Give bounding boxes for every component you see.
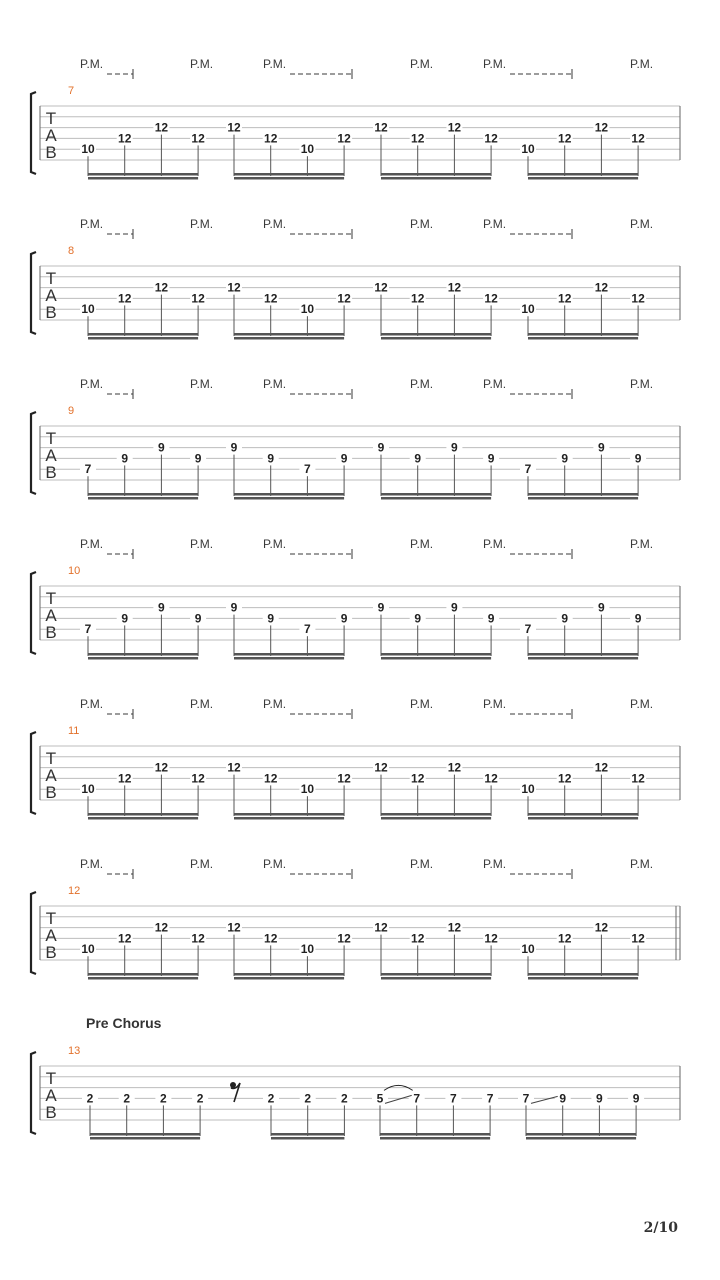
tab-clef-letter: T	[45, 749, 57, 768]
beam	[528, 653, 638, 656]
tab-clef-letter: T	[45, 589, 57, 608]
tab-clef-letter: A	[45, 126, 57, 145]
palm-mute-label: P.M.	[190, 537, 214, 551]
beam	[88, 337, 198, 340]
fret-number: 12	[191, 771, 205, 786]
fret-number: 12	[337, 131, 351, 146]
palm-mute-label: P.M.	[630, 857, 654, 871]
fret-number: 12	[447, 760, 462, 775]
fret-number: 7	[524, 622, 532, 637]
beam	[88, 493, 198, 496]
fret-number: 12	[594, 920, 609, 935]
tab-clef-letter: B	[45, 303, 57, 322]
beam	[234, 173, 344, 176]
system-brace	[31, 732, 36, 814]
beam	[381, 173, 491, 176]
beam	[381, 333, 491, 336]
tab-clef-letter: T	[45, 269, 57, 288]
tab-clef-letter: A	[45, 926, 57, 945]
fret-number: 12	[191, 131, 205, 146]
measure-number: 13	[68, 1045, 81, 1057]
fret-number: 9	[451, 440, 458, 455]
fret-number: 2	[123, 1091, 131, 1106]
fret-number: 9	[487, 451, 495, 466]
palm-mute-label: P.M.	[190, 857, 214, 871]
fret-number: 9	[634, 451, 642, 466]
fret-number: 9	[121, 611, 129, 626]
page-number: 2/10	[643, 1220, 678, 1236]
palm-mute-label: P.M.	[80, 377, 104, 391]
measure-number: 11	[68, 725, 80, 737]
fret-number: 9	[451, 600, 458, 615]
palm-mute-label: P.M.	[80, 857, 104, 871]
palm-mute-label: P.M.	[190, 697, 214, 711]
fret-number: 2	[86, 1091, 94, 1106]
beam	[380, 1133, 490, 1136]
measure-number: 8	[68, 245, 75, 257]
beam	[90, 1133, 200, 1136]
fret-number: 7	[522, 1091, 530, 1106]
system-brace	[31, 1052, 36, 1134]
fret-number: 9	[267, 451, 275, 466]
fret-number: 12	[558, 931, 572, 946]
palm-mute-label: P.M.	[630, 697, 654, 711]
fret-number: 12	[374, 920, 388, 935]
beam	[88, 173, 198, 176]
fret-number: 2	[160, 1091, 167, 1106]
fret-number: 9	[414, 611, 422, 626]
beam	[234, 813, 344, 816]
tab-clef-letter: B	[45, 783, 57, 802]
palm-mute-label: P.M.	[410, 377, 434, 391]
palm-mute-label: P.M.	[483, 377, 507, 391]
fret-number: 9	[487, 611, 495, 626]
fret-number: 12	[447, 280, 462, 295]
fret-number: 9	[559, 1091, 567, 1106]
fret-number: 12	[411, 291, 425, 306]
beam	[381, 977, 491, 980]
fret-number: 10	[81, 942, 95, 957]
beam	[234, 977, 344, 980]
beam	[234, 817, 344, 820]
fret-number: 10	[300, 942, 315, 957]
fret-number: 12	[594, 760, 609, 775]
beam	[381, 497, 491, 500]
fret-number: 12	[337, 771, 351, 786]
fret-number: 12	[154, 280, 169, 295]
fret-number: 2	[196, 1091, 204, 1106]
fret-number: 12	[411, 131, 425, 146]
beam	[381, 653, 491, 656]
beam	[271, 1133, 344, 1136]
fret-number: 9	[414, 451, 422, 466]
palm-mute-label: P.M.	[630, 217, 654, 231]
beam	[381, 813, 491, 816]
fret-number: 5	[376, 1091, 384, 1106]
fret-number: 12	[264, 931, 278, 946]
beam	[526, 1137, 636, 1140]
fret-number: 12	[594, 280, 609, 295]
beam	[381, 817, 491, 820]
palm-mute-label: P.M.	[263, 537, 287, 551]
beam	[88, 977, 198, 980]
fret-number: 12	[631, 771, 645, 786]
palm-mute-label: P.M.	[80, 217, 104, 231]
fret-number: 9	[596, 1091, 603, 1106]
fret-number: 12	[227, 280, 241, 295]
beam	[528, 333, 638, 336]
fret-number: 10	[521, 782, 535, 797]
tab-clef-letter: B	[45, 943, 57, 962]
fret-number: 10	[81, 142, 95, 157]
fret-number: 12	[118, 291, 132, 306]
beam	[528, 817, 638, 820]
fret-number: 9	[634, 611, 642, 626]
beam	[528, 657, 638, 660]
fret-number: 12	[154, 760, 169, 775]
fret-number: 10	[521, 942, 535, 957]
beam	[528, 977, 638, 980]
fret-number: 7	[486, 1091, 494, 1106]
tab-clef-letter: A	[45, 606, 57, 625]
measure-number: 7	[68, 85, 75, 97]
fret-number: 9	[194, 611, 202, 626]
fret-number: 12	[484, 771, 498, 786]
palm-mute-label: P.M.	[483, 697, 507, 711]
system-brace	[31, 252, 36, 334]
fret-number: 12	[191, 931, 205, 946]
fret-number: 9	[121, 451, 129, 466]
beam	[88, 497, 198, 500]
fret-number: 9	[377, 440, 385, 455]
fret-number: 12	[484, 131, 498, 146]
beam	[88, 177, 198, 180]
fret-number: 12	[154, 920, 169, 935]
fret-number: 12	[374, 120, 388, 135]
section-label: Pre Chorus	[86, 1015, 162, 1031]
palm-mute-label: P.M.	[483, 537, 507, 551]
tab-clef-letter: B	[45, 463, 57, 482]
system-brace	[31, 412, 36, 494]
palm-mute-label: P.M.	[410, 697, 434, 711]
beam	[88, 813, 198, 816]
fret-number: 7	[413, 1091, 421, 1106]
beam	[234, 493, 344, 496]
fret-number: 9	[230, 600, 238, 615]
palm-mute-label: P.M.	[630, 537, 654, 551]
palm-mute-label: P.M.	[483, 857, 507, 871]
fret-number: 12	[264, 291, 278, 306]
fret-number: 12	[484, 291, 498, 306]
tab-clef-letter: A	[45, 766, 57, 785]
palm-mute-label: P.M.	[483, 57, 507, 71]
palm-mute-label: P.M.	[263, 57, 287, 71]
measure-number: 9	[68, 405, 75, 417]
fret-number: 9	[230, 440, 238, 455]
tab-clef-letter: T	[45, 109, 57, 128]
palm-mute-label: P.M.	[263, 377, 287, 391]
fret-number: 12	[118, 931, 132, 946]
beam	[380, 1137, 490, 1140]
fret-number: 9	[561, 451, 569, 466]
palm-mute-label: P.M.	[263, 697, 287, 711]
tab-clef-letter: T	[45, 909, 57, 928]
measure-number: 10	[68, 565, 81, 577]
fret-number: 12	[411, 771, 425, 786]
fret-number: 12	[631, 931, 645, 946]
fret-number: 7	[524, 462, 532, 477]
fret-number: 12	[558, 771, 572, 786]
beam	[381, 177, 491, 180]
fret-number: 12	[191, 291, 205, 306]
palm-mute-label: P.M.	[190, 377, 214, 391]
fret-number: 7	[304, 622, 311, 637]
fret-number: 7	[304, 462, 311, 477]
tab-clef-letter: A	[45, 1086, 57, 1105]
beam	[528, 813, 638, 816]
fret-number: 12	[374, 280, 388, 295]
fret-number: 12	[411, 931, 425, 946]
beam	[234, 973, 344, 976]
tab-clef-letter: A	[45, 446, 57, 465]
fret-number: 7	[84, 622, 92, 637]
fret-number: 12	[484, 931, 498, 946]
palm-mute-label: P.M.	[80, 57, 104, 71]
palm-mute-label: P.M.	[263, 857, 287, 871]
fret-number: 9	[158, 440, 165, 455]
palm-mute-label: P.M.	[263, 217, 287, 231]
fret-number: 10	[521, 302, 535, 317]
palm-mute-label: P.M.	[630, 377, 654, 391]
palm-mute-label: P.M.	[190, 217, 214, 231]
beam	[528, 493, 638, 496]
beam	[234, 177, 344, 180]
palm-mute-label: P.M.	[410, 217, 434, 231]
beam	[234, 653, 344, 656]
fret-number: 10	[81, 302, 95, 317]
system-brace	[31, 92, 36, 174]
fret-number: 9	[598, 600, 605, 615]
beam	[88, 817, 198, 820]
fret-number: 10	[300, 142, 315, 157]
beam	[381, 493, 491, 496]
beam	[381, 657, 491, 660]
beam	[528, 173, 638, 176]
tab-clef-letter: T	[45, 1069, 57, 1088]
fret-number: 9	[267, 611, 275, 626]
beam	[381, 337, 491, 340]
tab-clef-letter: A	[45, 286, 57, 305]
palm-mute-label: P.M.	[410, 857, 434, 871]
fret-number: 12	[264, 771, 278, 786]
fret-number: 12	[227, 920, 241, 935]
fret-number: 2	[341, 1091, 348, 1106]
fret-number: 12	[447, 120, 462, 135]
beam	[528, 177, 638, 180]
fret-number: 12	[447, 920, 462, 935]
fret-number: 10	[521, 142, 535, 157]
fret-number: 12	[594, 120, 609, 135]
fret-number: 12	[227, 760, 241, 775]
fret-number: 12	[374, 760, 388, 775]
fret-number: 7	[84, 462, 92, 477]
beam	[234, 497, 344, 500]
slide-line	[531, 1096, 558, 1103]
fret-number: 9	[377, 600, 385, 615]
fret-number: 10	[81, 782, 95, 797]
fret-number: 12	[118, 131, 132, 146]
fret-number: 9	[340, 451, 348, 466]
beam	[528, 973, 638, 976]
beam	[271, 1137, 344, 1140]
palm-mute-label: P.M.	[410, 57, 434, 71]
beam	[528, 497, 638, 500]
beam	[234, 657, 344, 660]
fret-number: 12	[118, 771, 132, 786]
slide-line	[385, 1095, 412, 1103]
fret-number: 9	[632, 1091, 640, 1106]
fret-number: 12	[264, 131, 278, 146]
beam	[234, 333, 344, 336]
fret-number: 9	[340, 611, 348, 626]
fret-number: 12	[227, 120, 241, 135]
fret-number: 12	[558, 291, 572, 306]
palm-mute-label: P.M.	[190, 57, 214, 71]
fret-number: 12	[337, 931, 351, 946]
beam	[88, 657, 198, 660]
palm-mute-label: P.M.	[410, 537, 434, 551]
fret-number: 10	[300, 782, 315, 797]
beam	[526, 1133, 636, 1136]
fret-number: 2	[304, 1091, 312, 1106]
fret-number: 9	[598, 440, 605, 455]
fret-number: 12	[631, 291, 645, 306]
beam	[90, 1137, 200, 1140]
beam	[88, 333, 198, 336]
fret-number: 7	[450, 1091, 457, 1106]
fret-number: 9	[194, 451, 202, 466]
fret-number: 12	[631, 131, 645, 146]
beam	[88, 653, 198, 656]
fret-number: 12	[337, 291, 351, 306]
palm-mute-label: P.M.	[630, 57, 654, 71]
palm-mute-label: P.M.	[80, 537, 104, 551]
tab-clef-letter: B	[45, 143, 57, 162]
system-brace	[31, 572, 36, 654]
fret-number: 9	[561, 611, 569, 626]
fret-number: 10	[300, 302, 315, 317]
fret-number: 9	[158, 600, 165, 615]
system-brace	[31, 892, 36, 974]
palm-mute-label: P.M.	[80, 697, 104, 711]
fret-number: 12	[154, 120, 169, 135]
fret-number: 2	[267, 1091, 275, 1106]
tab-clef-letter: B	[45, 1103, 57, 1122]
palm-mute-label: P.M.	[483, 217, 507, 231]
rest-symbol	[230, 1082, 236, 1088]
tab-clef-letter: T	[45, 429, 57, 448]
beam	[381, 973, 491, 976]
beam	[234, 337, 344, 340]
measure-number: 12	[68, 885, 81, 897]
beam	[528, 337, 638, 340]
fret-number: 12	[558, 131, 572, 146]
tab-clef-letter: B	[45, 623, 57, 642]
beam	[88, 973, 198, 976]
